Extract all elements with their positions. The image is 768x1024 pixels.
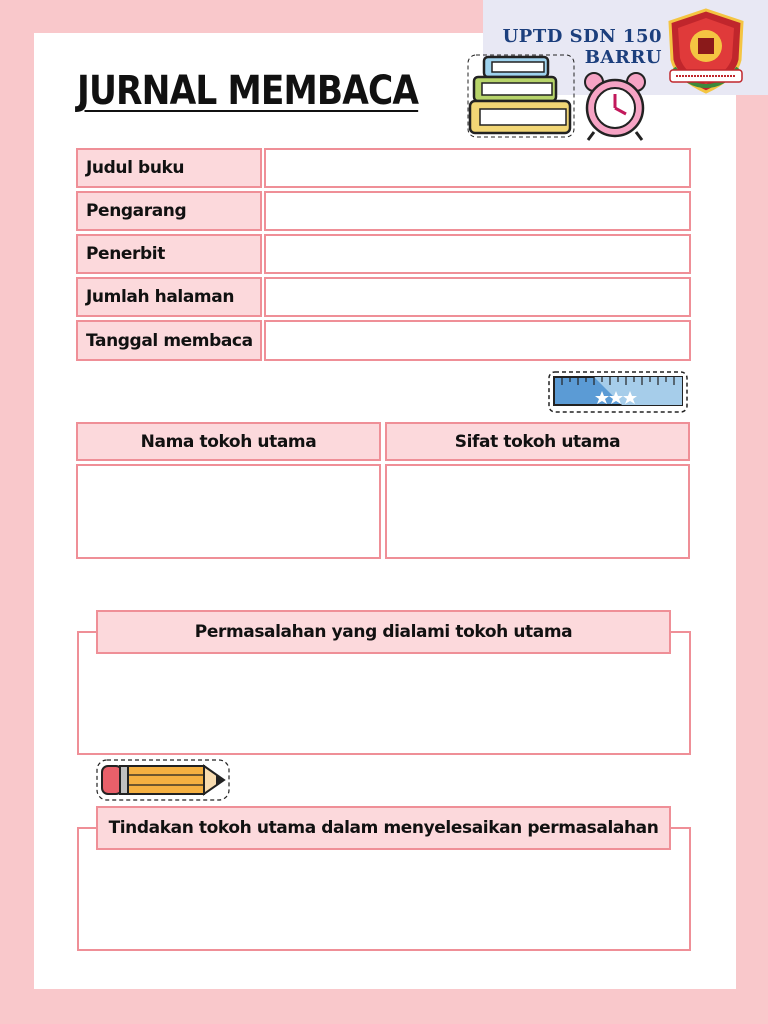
title-permasalahan: Permasalahan yang dialami tokoh utama bbox=[96, 610, 671, 654]
title-tindakan: Tindakan tokoh utama dalam menyelesaikan permasalahan bbox=[96, 806, 671, 850]
field-pengarang[interactable] bbox=[264, 191, 691, 231]
school-emblem-icon bbox=[664, 8, 748, 94]
field-penerbit[interactable] bbox=[264, 234, 691, 274]
label-jumlah-halaman: Jumlah halaman bbox=[76, 277, 262, 317]
field-sifat-tokoh[interactable] bbox=[385, 464, 690, 559]
field-judul-buku[interactable] bbox=[264, 148, 691, 188]
page-title: JURNAL MEMBACA bbox=[77, 68, 419, 114]
label-tanggal-membaca: Tanggal membaca bbox=[76, 320, 262, 361]
school-name-line2: BARRU bbox=[584, 47, 662, 68]
field-jumlah-halaman[interactable] bbox=[264, 277, 691, 317]
pencil-icon bbox=[96, 759, 230, 801]
label-judul-buku: Judul buku bbox=[76, 148, 262, 188]
label-pengarang: Pengarang bbox=[76, 191, 262, 231]
field-nama-tokoh[interactable] bbox=[76, 464, 381, 559]
label-penerbit: Penerbit bbox=[76, 234, 262, 274]
ruler-icon bbox=[548, 371, 688, 413]
header-sifat-tokoh: Sifat tokoh utama bbox=[385, 422, 690, 461]
alarm-clock-icon bbox=[580, 70, 650, 142]
books-stack-icon bbox=[468, 55, 576, 139]
school-name-line1: UPTD SDN 150 bbox=[502, 26, 662, 47]
field-tanggal-membaca[interactable] bbox=[264, 320, 691, 361]
header-nama-tokoh: Nama tokoh utama bbox=[76, 422, 381, 461]
